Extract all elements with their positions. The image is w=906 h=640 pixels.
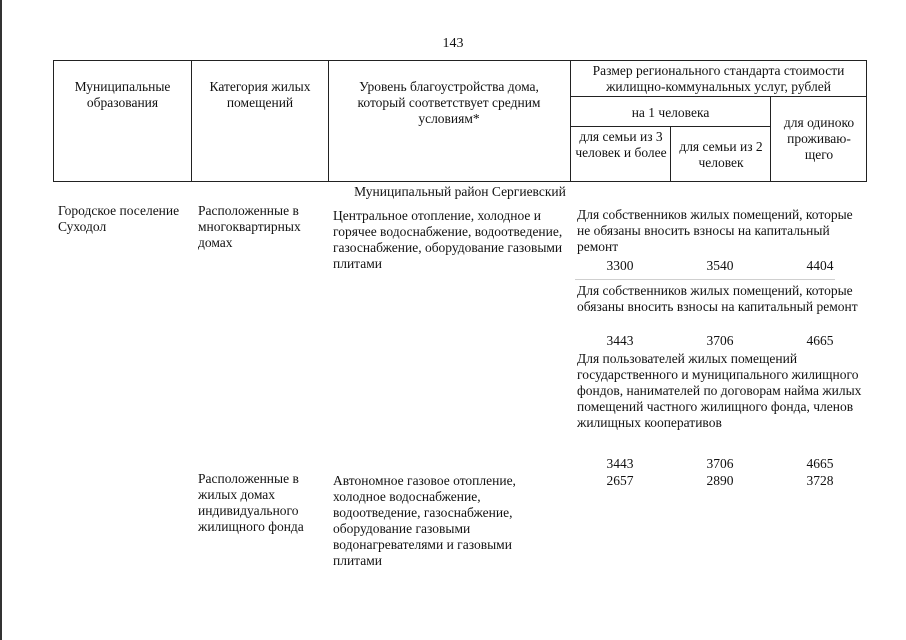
header-municipal: Муниципальные образования xyxy=(74,79,171,110)
row-separator xyxy=(575,279,835,280)
row1-category: Расположенные в многоквартирных домах xyxy=(198,203,301,250)
municipality-name: Городское поселение Суходол xyxy=(58,203,180,234)
district-title: Муниципальный район Сергиевский xyxy=(354,184,566,199)
row1-group2-note: Для собственников жилых помещений, которые обязаны вносить взносы на капитальный ремонт xyxy=(577,283,858,314)
row2-family2: 2890 xyxy=(706,473,734,488)
header-size: Размер регионального стандарта стоимости жилищно-коммунальных услуг, рублей xyxy=(592,63,845,94)
header-family3: для семьи из 3 человек и более xyxy=(575,129,667,160)
header-level: Уровень благоустройства дома, который соответствует средним условиям* xyxy=(357,79,541,126)
row1-group1-family2: 3540 xyxy=(706,258,734,273)
row1-group1-family3: 3300 xyxy=(606,258,634,273)
row1-group3-note: Для пользователей жилых помещений государственного и муниципального жилищного фондов, нанимателей по договорам найма жилых помещений частного жилищного фонда, членов жилищных кооперативов xyxy=(577,351,862,430)
page-number: 143 xyxy=(442,36,464,51)
row1-group1-note: Для собственников жилых помещений, которые не обязаны вносить взносы на капитальный ремонт xyxy=(577,207,853,254)
row1-level: Центральное отопление, холодное и горячее водоснабжение, водоотведение, газоснабжение, оборудование газовыми плитами xyxy=(333,208,563,271)
row2-level: Автономное газовое отопление, холодное водоснабжение, водоотведение, газоснабжение, оборудование газовыми водонагревателями и газовыми плитами xyxy=(333,473,516,568)
header-per-person: на 1 человека xyxy=(631,105,710,120)
row1-group2-single: 4665 xyxy=(806,333,834,348)
header-single: для одиноко проживаю- щего xyxy=(783,115,855,162)
scan-edge xyxy=(0,0,2,640)
header-category: Категория жилых помещений xyxy=(209,79,311,110)
row1-group2-family3: 3443 xyxy=(606,333,634,348)
row1-group2-family2: 3706 xyxy=(706,333,734,348)
row2-category: Расположенные в жилых домах индивидуального жилищного фонда xyxy=(198,471,304,534)
row2-family3: 2657 xyxy=(606,473,634,488)
row2-single: 3728 xyxy=(806,473,834,488)
row1-group3-family3: 3443 xyxy=(606,456,634,471)
header-family2: для семьи из 2 человек xyxy=(679,139,763,170)
row1-group3-single: 4665 xyxy=(806,456,834,471)
row1-group3-family2: 3706 xyxy=(706,456,734,471)
row1-group1-single: 4404 xyxy=(806,258,834,273)
